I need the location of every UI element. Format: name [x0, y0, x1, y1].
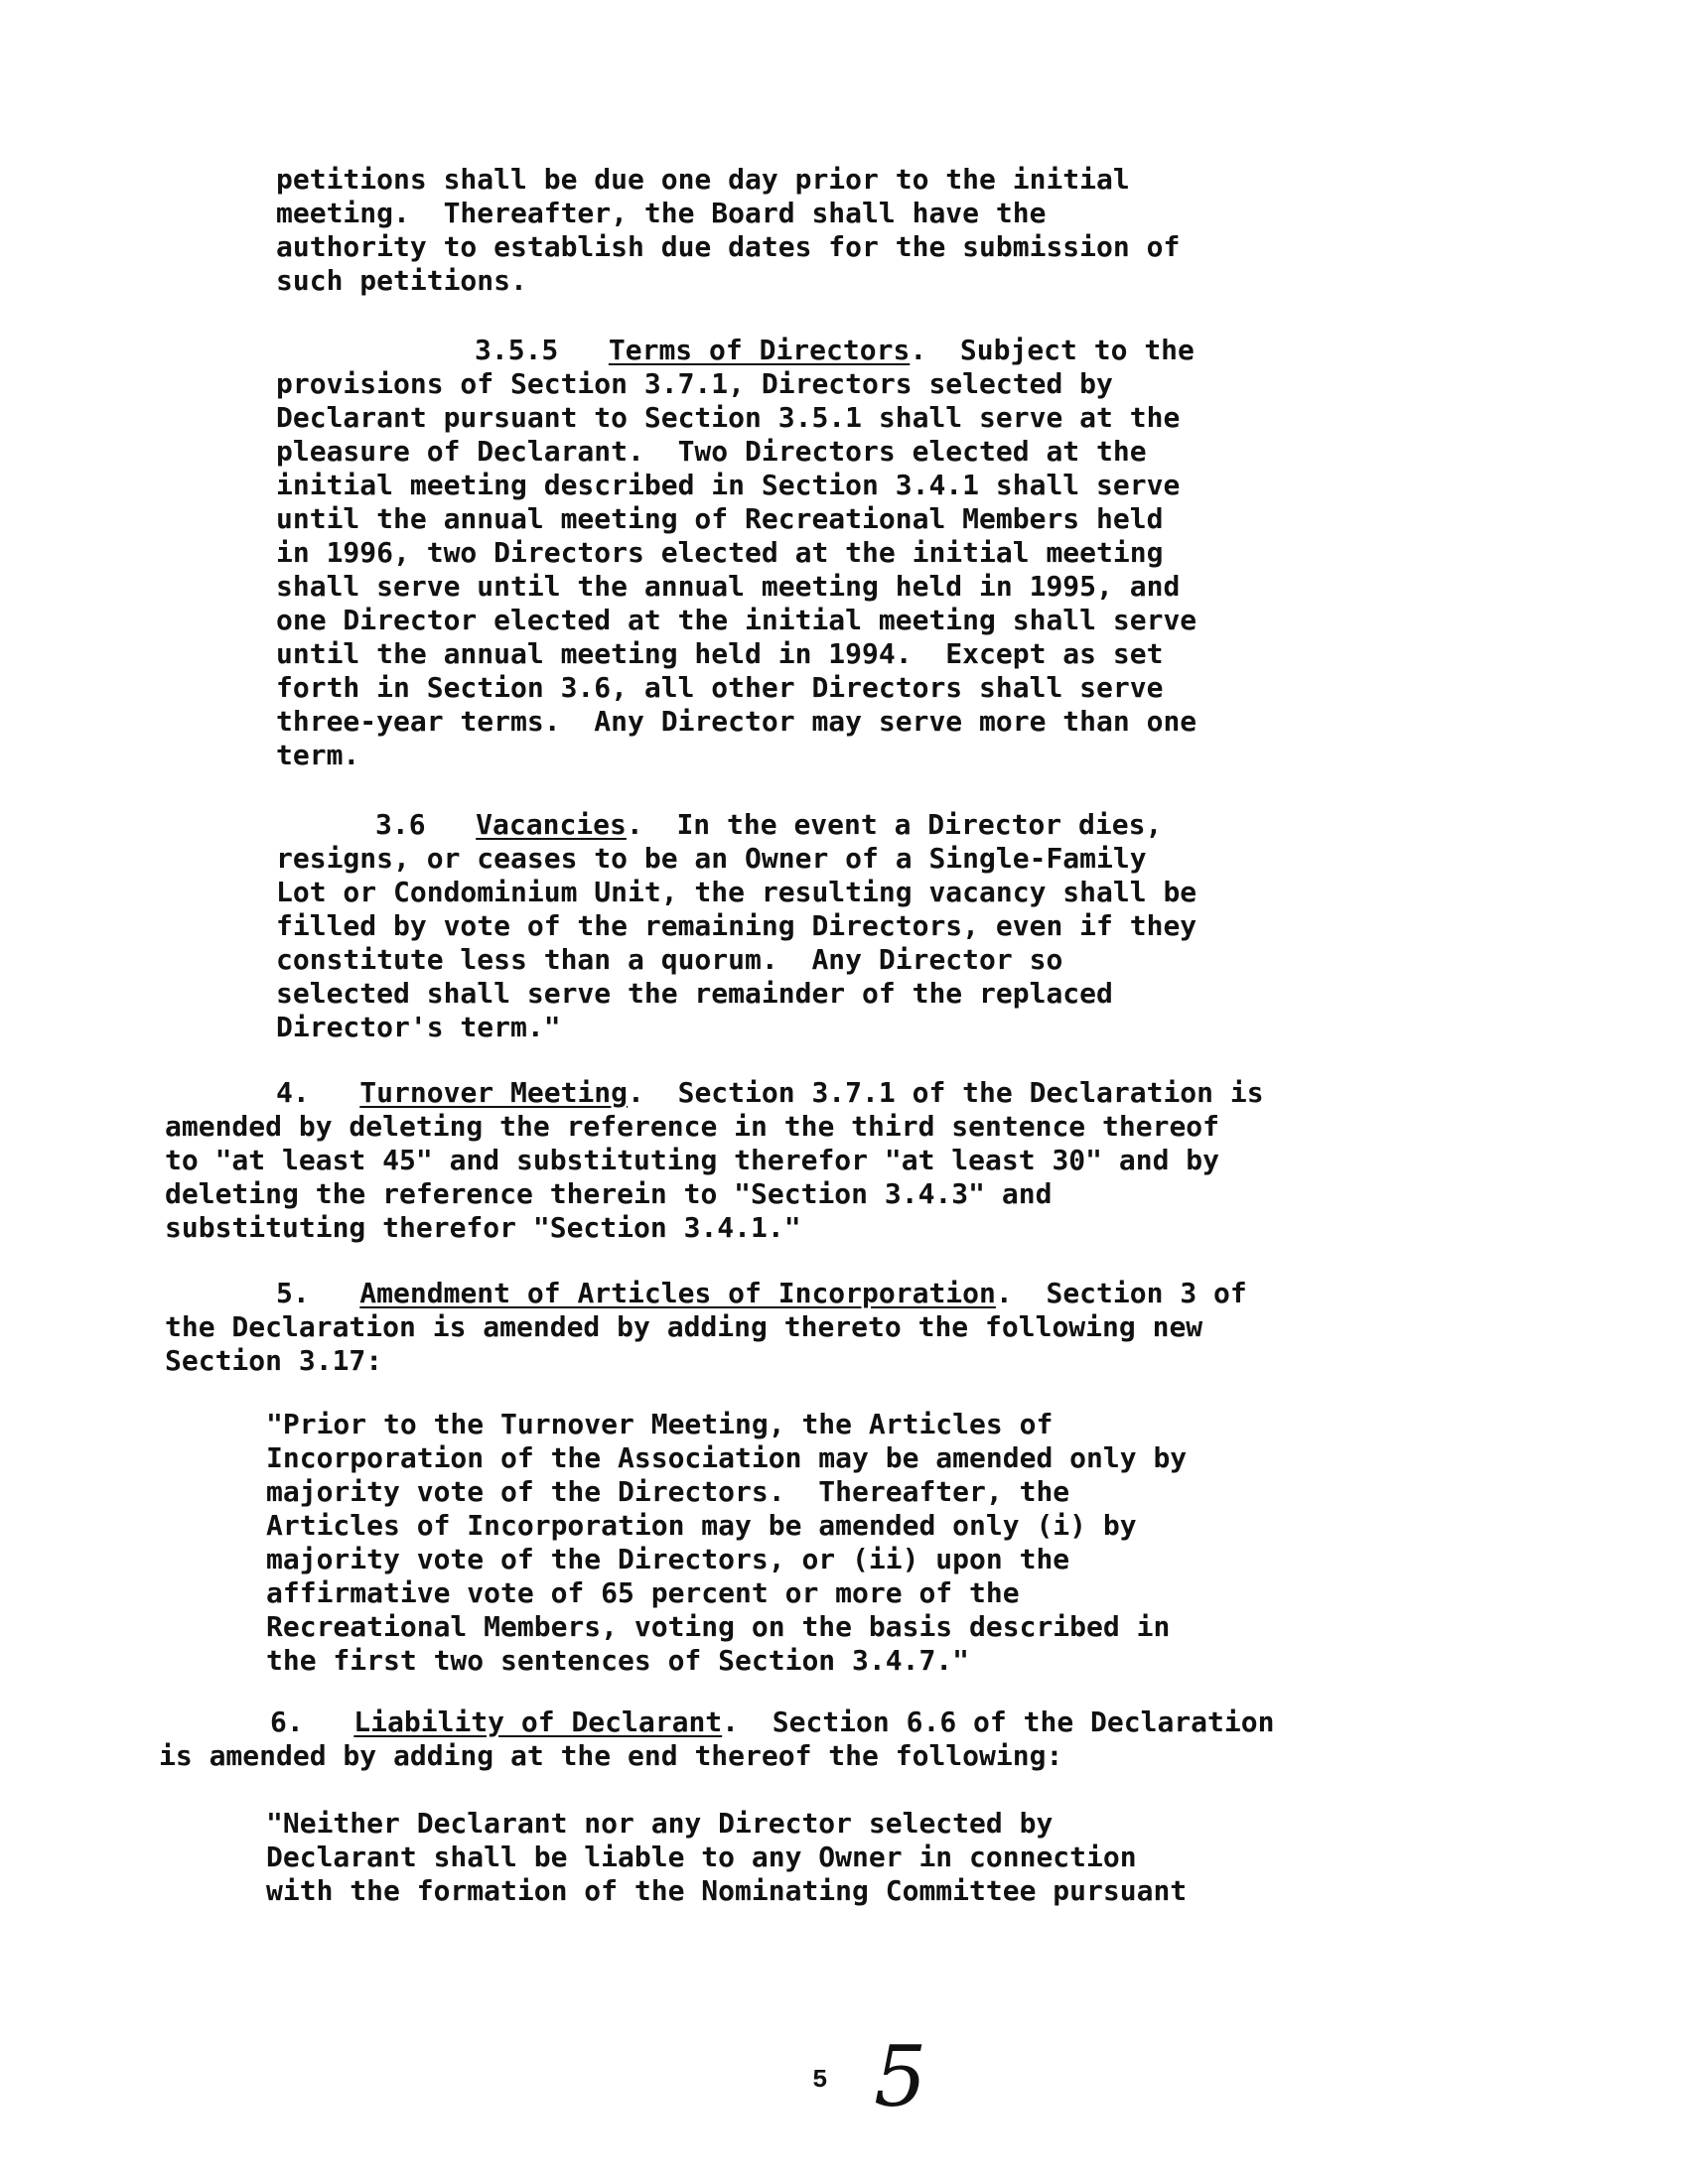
- section-5-quote: [266, 1408, 1187, 1678]
- section-heading-line: [276, 334, 1196, 367]
- section-heading-line: [165, 1277, 1247, 1310]
- text-line: authority to establish due dates for the submission of: [276, 230, 1181, 263]
- section-number: 4.: [276, 1076, 310, 1109]
- quote-line: with the formation of the Nominating Committee pursuant: [266, 1874, 1188, 1907]
- section-heading: Liability of Declarant: [353, 1706, 723, 1738]
- section-number: 3.6: [375, 808, 426, 841]
- quote-line: majority vote of the Directors. Thereafter, the: [266, 1475, 1070, 1508]
- text-line: Declarant pursuant to Section 3.5.1 shall serve at the: [276, 401, 1181, 434]
- section-6-quote: [266, 1807, 1187, 1908]
- text-line: substituting therefor "Section 3.4.1.": [165, 1211, 801, 1244]
- text-line: such petitions.: [276, 264, 527, 297]
- quote-line: Articles of Incorporation may be amended only (i) by: [266, 1509, 1137, 1542]
- text-fragment: . In the event a Director dies,: [626, 808, 1163, 841]
- text-line: is amended by adding at the end thereof the following:: [159, 1739, 1063, 1772]
- page-number: 5: [812, 2065, 828, 2095]
- section-heading-line: [159, 1706, 1274, 1739]
- section-heading: Turnover Meeting: [359, 1076, 629, 1109]
- section-heading: Vacancies: [476, 808, 627, 841]
- section-number: 5.: [276, 1277, 310, 1309]
- text-line: the Declaration is amended by adding thereto the following new: [165, 1310, 1203, 1343]
- quote-line: majority vote of the Directors, or (ii) upon the: [266, 1543, 1070, 1575]
- text-line: filled by vote of the remaining Directors, even if they: [276, 909, 1197, 942]
- text-line: Lot or Condominium Unit, the resulting vacancy shall be: [276, 876, 1197, 908]
- text-fragment: . Section 3 of: [995, 1277, 1247, 1309]
- text-fragment: . Section 6.6 of the Declaration: [722, 1706, 1275, 1738]
- quote-line: Declarant shall be liable to any Owner in connection: [266, 1841, 1137, 1873]
- text-line: resigns, or ceases to be an Owner of a Single-Family: [276, 842, 1147, 875]
- text-line: petitions shall be due one day prior to the initial: [276, 163, 1130, 196]
- petitions-paragraph: [276, 163, 1180, 298]
- quote-line: Recreational Members, voting on the basis described in: [266, 1610, 1171, 1643]
- section-number: 6.: [270, 1706, 304, 1738]
- quote-line: Incorporation of the Association may be amended only by: [266, 1441, 1188, 1474]
- section-number: 3.5.5: [475, 334, 559, 366]
- text-line: initial meeting described in Section 3.4.1 shall serve: [276, 469, 1181, 501]
- text-line: provisions of Section 3.7.1, Directors selected by: [276, 367, 1113, 400]
- section-heading: Terms of Directors: [608, 334, 911, 366]
- section-heading-line: [276, 808, 1196, 842]
- text-line: term.: [276, 739, 360, 771]
- text-line: selected shall serve the remainder of the replaced: [276, 977, 1113, 1010]
- section-4: [165, 1076, 1264, 1245]
- section-5: [165, 1277, 1247, 1378]
- text-fragment: . Subject to the: [910, 334, 1195, 366]
- text-line: one Director elected at the initial meeting shall serve: [276, 604, 1197, 636]
- quote-line: "Prior to the Turnover Meeting, the Articles of: [266, 1408, 1054, 1440]
- text-line: forth in Section 3.6, all other Directors shall serve: [276, 671, 1164, 704]
- text-line: until the annual meeting of Recreational Members held: [276, 502, 1164, 535]
- quote-line: "Neither Declarant nor any Director selected by: [266, 1807, 1054, 1840]
- section-6: [159, 1706, 1274, 1773]
- text-line: pleasure of Declarant. Two Directors elected at the: [276, 435, 1147, 468]
- handwritten-page-number: 5: [874, 2028, 927, 2125]
- text-line: constitute less than a quorum. Any Director so: [276, 943, 1063, 976]
- text-line: deleting the reference therein to "Section 3.4.3" and: [165, 1177, 1053, 1210]
- section-3-6: [276, 808, 1196, 1044]
- text-line: Section 3.17:: [165, 1344, 383, 1377]
- text-line: Director's term.": [276, 1011, 561, 1043]
- text-line: in 1996, two Directors elected at the initial meeting: [276, 536, 1164, 569]
- text-line: three-year terms. Any Director may serve more than one: [276, 705, 1197, 738]
- text-fragment: . Section 3.7.1 of the Declaration is: [628, 1076, 1264, 1109]
- text-line: meeting. Thereafter, the Board shall have the: [276, 197, 1047, 229]
- quote-line: the first two sentences of Section 3.4.7.": [266, 1644, 970, 1677]
- text-line: shall serve until the annual meeting held in 1995, and: [276, 570, 1181, 603]
- section-heading: Amendment of Articles of Incorporation: [359, 1277, 996, 1309]
- text-line: amended by deleting the reference in the third sentence thereof: [165, 1110, 1220, 1143]
- text-line: until the annual meeting held in 1994. Except as set: [276, 637, 1164, 670]
- section-3-5-5: [276, 334, 1196, 772]
- section-heading-line: [165, 1076, 1264, 1110]
- text-line: to "at least 45" and substituting therefor "at least 30" and by: [165, 1144, 1220, 1176]
- quote-line: affirmative vote of 65 percent or more of the: [266, 1576, 1020, 1609]
